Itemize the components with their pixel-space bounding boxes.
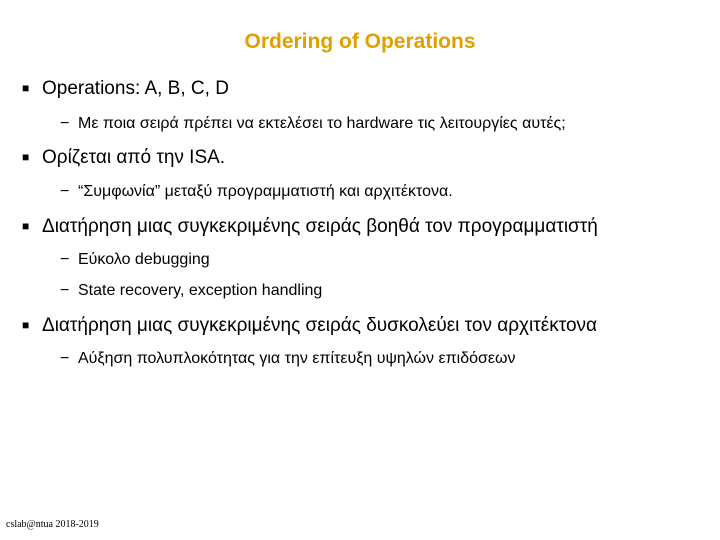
bullet-text: Διατήρηση μιας συγκεκριμένης σειράς δυσκολεύει τον αρχιτέκτονα <box>42 315 598 336</box>
square-bullet-icon: ■ <box>22 81 30 95</box>
square-bullet-icon: ■ <box>22 150 30 164</box>
sub-bullet-item <box>60 350 516 368</box>
sub-bullet-item <box>60 183 453 201</box>
dash-bullet-icon: − <box>60 282 70 299</box>
sub-bullet-item <box>60 251 210 269</box>
footer-text: cslab@ntua 2018-2019 <box>6 519 99 530</box>
square-bullet-icon: ■ <box>22 219 30 233</box>
sub-bullet-text: “Συμφωνία” μεταξύ προγραμματιστή και αρχιτέκτονα. <box>78 183 453 200</box>
bullet-text: Ορίζεται από την ISA. <box>42 147 226 168</box>
bullet-text: Διατήρηση μιας συγκεκριμένης σειράς βοηθά τον προγραμματιστή <box>42 216 598 237</box>
sub-bullet-item <box>60 282 322 300</box>
sub-bullet-item <box>60 115 566 133</box>
dash-bullet-icon: − <box>60 115 70 132</box>
sub-bullet-text: Εύκολο debugging <box>78 251 210 268</box>
dash-bullet-icon: − <box>60 183 70 200</box>
bullet-item <box>22 147 225 169</box>
bullet-item <box>22 315 597 337</box>
dash-bullet-icon: − <box>60 251 70 268</box>
dash-bullet-icon: − <box>60 350 70 367</box>
bullet-item <box>22 216 598 238</box>
bullet-text: Operations: A, B, C, D <box>42 78 229 99</box>
bullet-item <box>22 78 229 100</box>
square-bullet-icon: ■ <box>22 318 30 332</box>
sub-bullet-text: State recovery, exception handling <box>78 282 323 299</box>
sub-bullet-text: Με ποια σειρά πρέπει να εκτελέσει το hardware τις λειτουργίες αυτές; <box>78 115 566 132</box>
slide-title: Ordering of Operations <box>244 30 476 53</box>
sub-bullet-text: Αύξηση πολυπλοκότητας για την επίτευξη υψηλών επιδόσεων <box>78 350 516 367</box>
